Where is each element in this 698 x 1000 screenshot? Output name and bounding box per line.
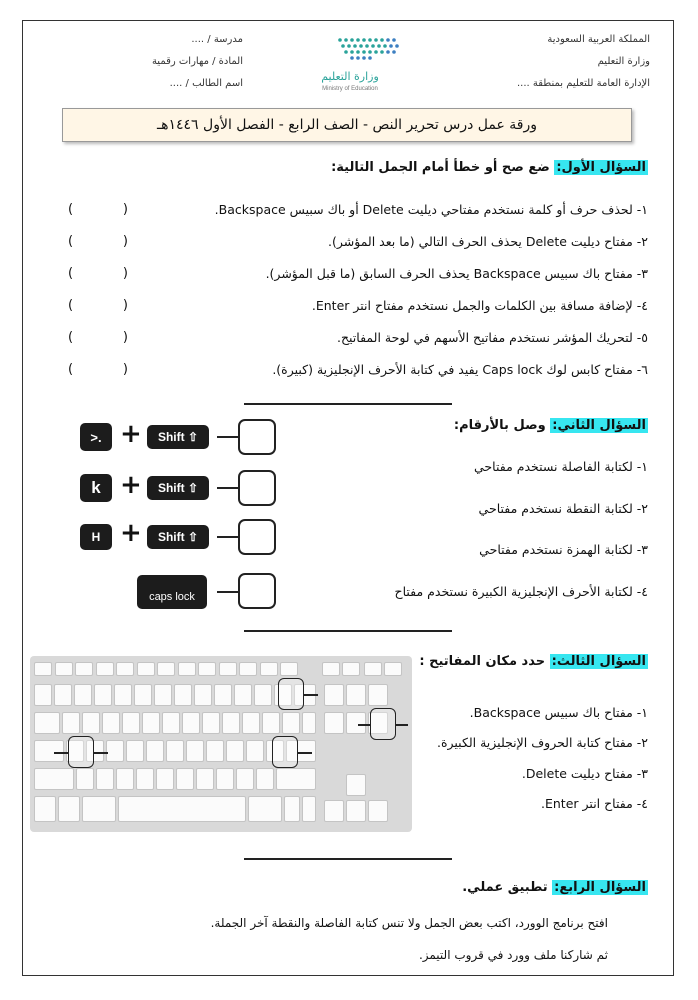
connector-line [54,752,68,754]
keyboard-key [34,684,52,706]
keyboard-marker-box[interactable] [278,678,304,710]
keyboard-key [226,740,244,762]
keyboard-key [262,712,280,734]
keyboard-key [34,712,60,734]
keyboard-key [116,768,134,790]
q1-label: السؤال الأول: [556,160,646,175]
q4-label: السؤال الرابع: [554,880,646,895]
q3-label: السؤال الثالث: [551,654,646,669]
keyboard-key [364,662,382,676]
keyboard-key [284,796,300,822]
keyboard-key [106,740,124,762]
keyboard-key [324,712,344,734]
keyboard-key [186,740,204,762]
connector-line [217,536,239,538]
q1-item-1: ١- لحذف حرف أو كلمة نستخدم مفتاحي ديليت Delete أو باك سبيس Backspace. [214,202,648,217]
keyboard-key [55,662,73,676]
key-h: H [80,524,112,550]
keyboard-key [34,662,52,676]
keyboard-key [136,768,154,790]
keyboard-key [234,684,252,706]
keyboard-key [75,662,93,676]
ministry-logo-ar: وزارة التعليم [321,70,379,83]
keyboard-key [134,684,152,706]
ministry-logo-en: Ministry of Education [322,86,378,92]
connector-line [217,436,239,438]
keyboard-key [216,768,234,790]
keyboard-key [242,712,260,734]
keyboard-key [324,684,344,706]
keyboard-key [219,662,237,676]
keyboard-key [76,768,94,790]
q3-item-3: ٣- مفتاح ديليت Delete. [521,766,648,781]
connector-line [298,752,312,754]
connector-line [217,591,239,593]
keyboard-key [142,712,160,734]
keyboard-key [302,796,316,822]
q1-item-5: ٥- لتحريك المؤشر نستخدم مفاتيح الأسهم في لوحة المفاتيح. [336,330,648,345]
q3-text: حدد مكان المفاتيح : [419,654,546,669]
keyboard-key [246,740,264,762]
connector-line [304,694,318,696]
keyboard-key [182,712,200,734]
q4-line-1: افتح برنامج الوورد، اكتب بعض الجمل ولا تنس كتابة الفاصلة والنقطة آخر الجملة. [210,916,608,930]
keyboard-key [174,684,192,706]
keyboard-key [34,796,56,822]
plus-sign: + [120,518,142,548]
q1-text: ضع صح أو خطأ أمام الجمل التالية: [331,160,550,175]
keyboard-key [206,740,224,762]
keyboard-key [166,740,184,762]
key-shift: Shift ⇧ [147,425,209,449]
keyboard-key [342,662,360,676]
keyboard-key [114,684,132,706]
keyboard-key [156,768,174,790]
keyboard-key [126,740,144,762]
keyboard-key [96,662,114,676]
header-directorate: الإدارة العامة للتعليم بمنطقة .... [516,78,650,89]
keyboard-key [276,768,316,790]
q3-item-2: ٢- مفتاح كتابة الحروف الإنجليزية الكبيرة. [436,735,648,750]
keyboard-key [236,768,254,790]
q1-heading [331,160,648,175]
keyboard-marker-box[interactable] [370,708,396,740]
keyboard-key [346,684,366,706]
keyboard-key [96,768,114,790]
number-box-4[interactable] [238,573,276,609]
keyboard-key [58,796,80,822]
header-student: اسم الطالب / .... [169,78,243,89]
keyboard-key [102,712,120,734]
connector-line [358,724,370,726]
keyboard-key [368,800,388,822]
keyboard-key [118,796,246,822]
key-caps-lock: caps lock [137,575,207,609]
keyboard-key [260,662,278,676]
q1-item-3: ٣- مفتاح باك سبيس Backspace يحذف الحرف السابق (ما قبل المؤشر). [265,266,648,281]
keyboard-key [62,712,80,734]
q2-item-1: ١- لكتابة الفاصلة نستخدم مفتاحي [474,459,648,474]
keyboard-key [54,684,72,706]
keyboard-key [162,712,180,734]
header-ministry: وزارة التعليم [597,56,650,67]
keyboard-key [346,712,366,734]
keyboard-key [178,662,196,676]
keyboard-marker-box[interactable] [272,736,298,768]
connector-line [217,487,239,489]
keyboard-key [154,684,172,706]
ministry-logo-icon [300,34,420,68]
keyboard-key [302,712,316,734]
keyboard-key [198,662,216,676]
key-shift: Shift ⇧ [147,476,209,500]
keyboard-key [82,712,100,734]
answer-slot-2[interactable]: ( ) [68,234,128,249]
keyboard-key [122,712,140,734]
keyboard-key [346,800,366,822]
q2-heading [454,418,648,433]
q2-item-4: ٤- لكتابة الأحرف الإنجليزية الكبيرة نستخدم مفتاح [394,584,648,599]
keyboard-key [34,768,74,790]
answer-slot-5[interactable]: ( ) [68,330,128,345]
section-divider [244,403,452,405]
header-country: المملكة العربية السعودية [547,34,650,45]
answer-slot-4[interactable]: ( ) [68,298,128,313]
q2-text: وصل بالأرقام: [453,418,546,433]
keyboard-key [368,684,388,706]
keyboard-key [74,684,92,706]
section-divider [244,858,452,860]
number-box-1[interactable] [238,419,276,455]
key-shift: Shift ⇧ [147,525,209,549]
q2-item-3: ٣- لكتابة الهمزة نستخدم مفتاحي [479,542,648,557]
keyboard-key [34,740,64,762]
key-period: >. [80,423,112,451]
q1-item-4: ٤- لإضافة مسافة بين الكلمات والجمل نستخدم مفتاح انتر Enter. [311,298,648,313]
keyboard-key [282,712,300,734]
connector-line [94,752,108,754]
number-box-2[interactable] [238,470,276,506]
q1-item-2: ٢- مفتاح ديليت Delete يحذف الحرف التالي (ما بعد المؤشر). [328,234,648,249]
plus-sign: + [120,470,142,500]
number-box-3[interactable] [238,519,276,555]
keyboard-key [322,662,340,676]
keyboard-key [324,800,344,822]
answer-slot-6[interactable]: ( ) [68,362,128,377]
q3-heading [419,654,648,669]
keyboard-key [214,684,232,706]
keyboard-key [146,740,164,762]
section-divider [244,630,452,632]
keyboard-key [346,774,366,796]
answer-slot-1[interactable]: ( ) [68,202,128,217]
header-subject: المادة / مهارات رقمية [151,56,243,67]
q2-label: السؤال الثاني: [552,418,646,433]
q4-text: تطبيق عملي. [462,880,548,895]
keyboard-key [202,712,220,734]
keyboard-key [196,768,214,790]
keyboard-key [194,684,212,706]
q3-item-1: ١- مفتاح باك سبيس Backspace. [469,705,648,720]
keyboard-key [137,662,155,676]
q1-item-6: ٦- مفتاح كابس لوك Caps lock يفيد في كتابة الأحرف الإنجليزية (كبيرة). [272,362,648,377]
q3-item-4: ٤- مفتاح انتر Enter. [541,796,648,811]
keyboard-key [116,662,134,676]
keyboard-key [82,796,116,822]
keyboard-key [384,662,402,676]
keyboard-key [222,712,240,734]
q2-item-2: ٢- لكتابة النقطة نستخدم مفتاحي [478,501,648,516]
header-school: مدرسة / .... [191,34,243,45]
worksheet-title: ورقة عمل درس تحرير النص - الصف الرابع - الفصل الأول ١٤٤٦هـ [62,108,632,142]
keyboard-key [157,662,175,676]
q4-heading [462,880,648,895]
keyboard-key [94,684,112,706]
connector-line [396,724,408,726]
key-k: k [80,474,112,502]
keyboard-key [280,662,298,676]
keyboard-marker-box[interactable] [68,736,94,768]
keyboard-key [176,768,194,790]
ministry-logo [300,34,420,100]
answer-slot-3[interactable]: ( ) [68,266,128,281]
keyboard-key [248,796,282,822]
plus-sign: + [120,419,142,449]
keyboard-key [254,684,272,706]
q4-line-2: ثم شاركنا ملف وورد في قروب التيمز. [418,948,608,962]
keyboard-key [256,768,274,790]
keyboard-key [239,662,257,676]
